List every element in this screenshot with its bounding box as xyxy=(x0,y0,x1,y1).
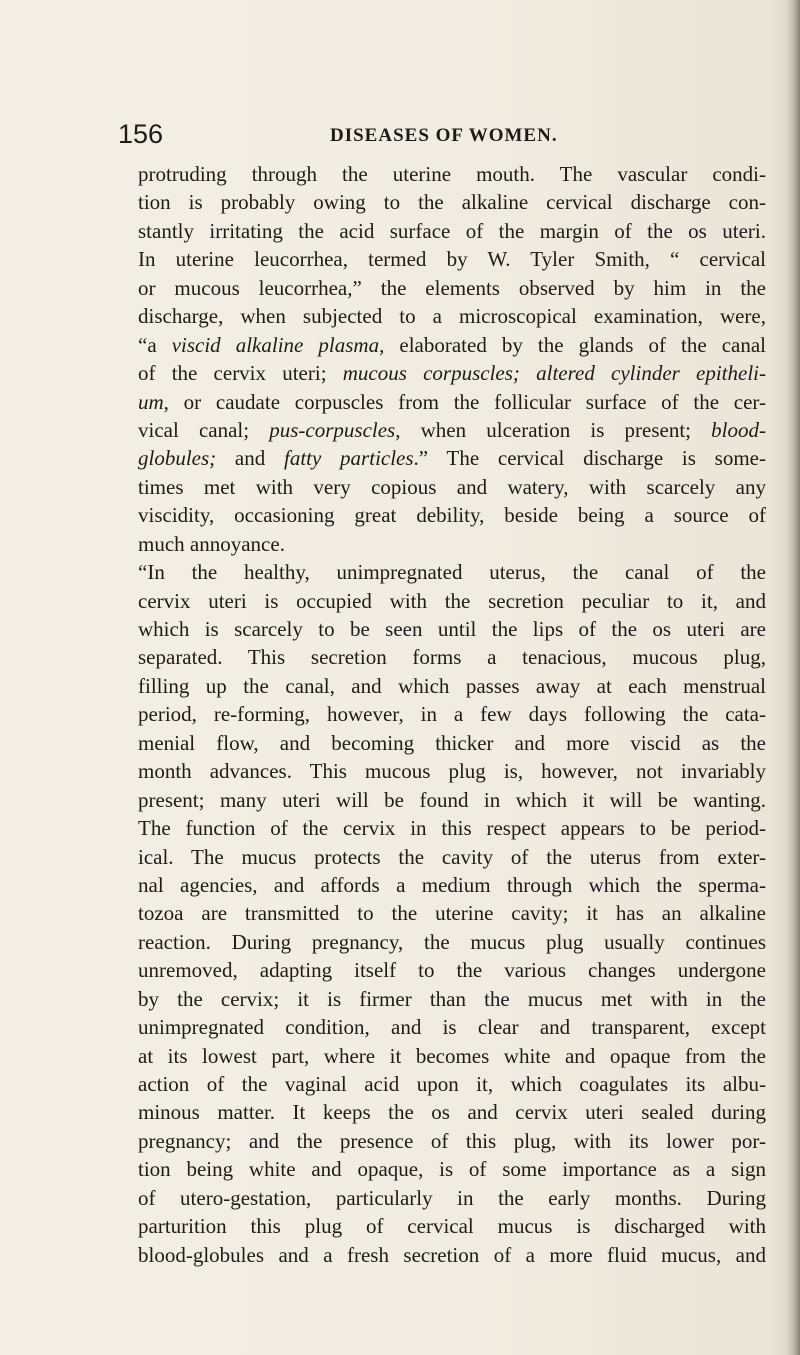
text-line: “In the healthy, unimpregnated uterus, the canal of the xyxy=(138,560,766,585)
text-line: discharge, when subjected to a microscopical examination, were, xyxy=(138,304,766,329)
text-line: stantly irritating the acid surface of the margin of the os uteri. xyxy=(138,218,766,243)
text-line: tozoa are transmitted to the uterine cavity; it has an alkaline xyxy=(138,901,766,926)
text-line: of utero-gestation, particularly in the early months. During xyxy=(138,1185,766,1210)
text-line: menial flow, and becoming thicker and more viscid as the xyxy=(138,730,766,755)
text-line: minous matter. It keeps the os and cervix uteri sealed during xyxy=(138,1100,766,1125)
text-line: pregnancy; and the presence of this plug, with its lower por- xyxy=(138,1128,766,1153)
text-line: filling up the canal, and which passes away at each menstrual xyxy=(138,673,766,698)
text-line: vical canal; pus-corpuscles, when ulceration is present; blood- xyxy=(138,417,766,442)
text-line: which is scarcely to be seen until the lips of the os uteri are xyxy=(138,617,766,641)
text-line: ical. The mucus protects the cavity of the uterus from exter- xyxy=(138,844,766,869)
text-line: protruding through the uterine mouth. The vascular condi- xyxy=(138,162,766,186)
text-line: times met with very copious and watery, with scarcely any xyxy=(138,474,766,499)
text-line: separated. This secretion forms a tenacious, mucous plug, xyxy=(138,645,766,670)
page-header xyxy=(118,119,768,151)
text-line: present; many uteri will be found in which it will be wanting. xyxy=(138,787,766,812)
text-line: month advances. This mucous plug is, however, not invariably xyxy=(138,759,766,784)
text-line: blood-globules and a fresh secretion of a more fluid mucus, and xyxy=(138,1242,766,1267)
text-line: “a viscid alkaline plasma, elaborated by the glands of the canal xyxy=(138,332,766,357)
text-line: In uterine leucorrhea, termed by W. Tyler Smith, “ cervical xyxy=(138,247,766,272)
text-line: viscidity, occasioning great debility, beside being a source of xyxy=(138,503,766,528)
body-text xyxy=(138,160,766,1269)
text-line: at its lowest part, where it becomes white and opaque from the xyxy=(138,1043,766,1068)
text-line: much annoyance. xyxy=(138,531,285,556)
running-head: DISEASES OF WOMEN. xyxy=(330,125,558,146)
text-line: unimpregnated condition, and is clear and transparent, except xyxy=(138,1015,766,1040)
text-line: by the cervix; it is firmer than the mucus met with in the xyxy=(138,986,766,1011)
text-line: cervix uteri is occupied with the secretion peculiar to it, and xyxy=(138,588,766,613)
text-line: um, or caudate corpuscles from the follicular surface of the cer- xyxy=(138,389,766,414)
text-line: unremoved, adapting itself to the various changes undergone xyxy=(138,958,766,983)
text-line: period, re-forming, however, in a few days following the cata- xyxy=(138,702,766,727)
text-line: parturition this plug of cervical mucus is discharged with xyxy=(138,1214,766,1239)
text-line: tion is probably owing to the alkaline cervical discharge con- xyxy=(138,190,766,215)
page-number: 156 xyxy=(118,119,164,149)
text-line: The function of the cervix in this respect appears to be period- xyxy=(138,816,766,841)
text-line: nal agencies, and affords a medium through which the sperma- xyxy=(138,872,766,897)
text-line: reaction. During pregnancy, the mucus plug usually continues xyxy=(138,929,766,954)
text-line: tion being white and opaque, is of some importance as a sign xyxy=(138,1157,766,1182)
text-line: globules; and fatty particles.” The cervical discharge is some- xyxy=(138,446,766,471)
text-line: action of the vaginal acid upon it, which coagulates its albu- xyxy=(138,1072,766,1096)
page-edge-shadow xyxy=(786,0,800,1355)
text-line: or mucous leucorrhea,” the elements observed by him in the xyxy=(138,275,766,300)
text-line: of the cervix uteri; mucous corpuscles; altered cylinder epitheli- xyxy=(138,361,767,386)
